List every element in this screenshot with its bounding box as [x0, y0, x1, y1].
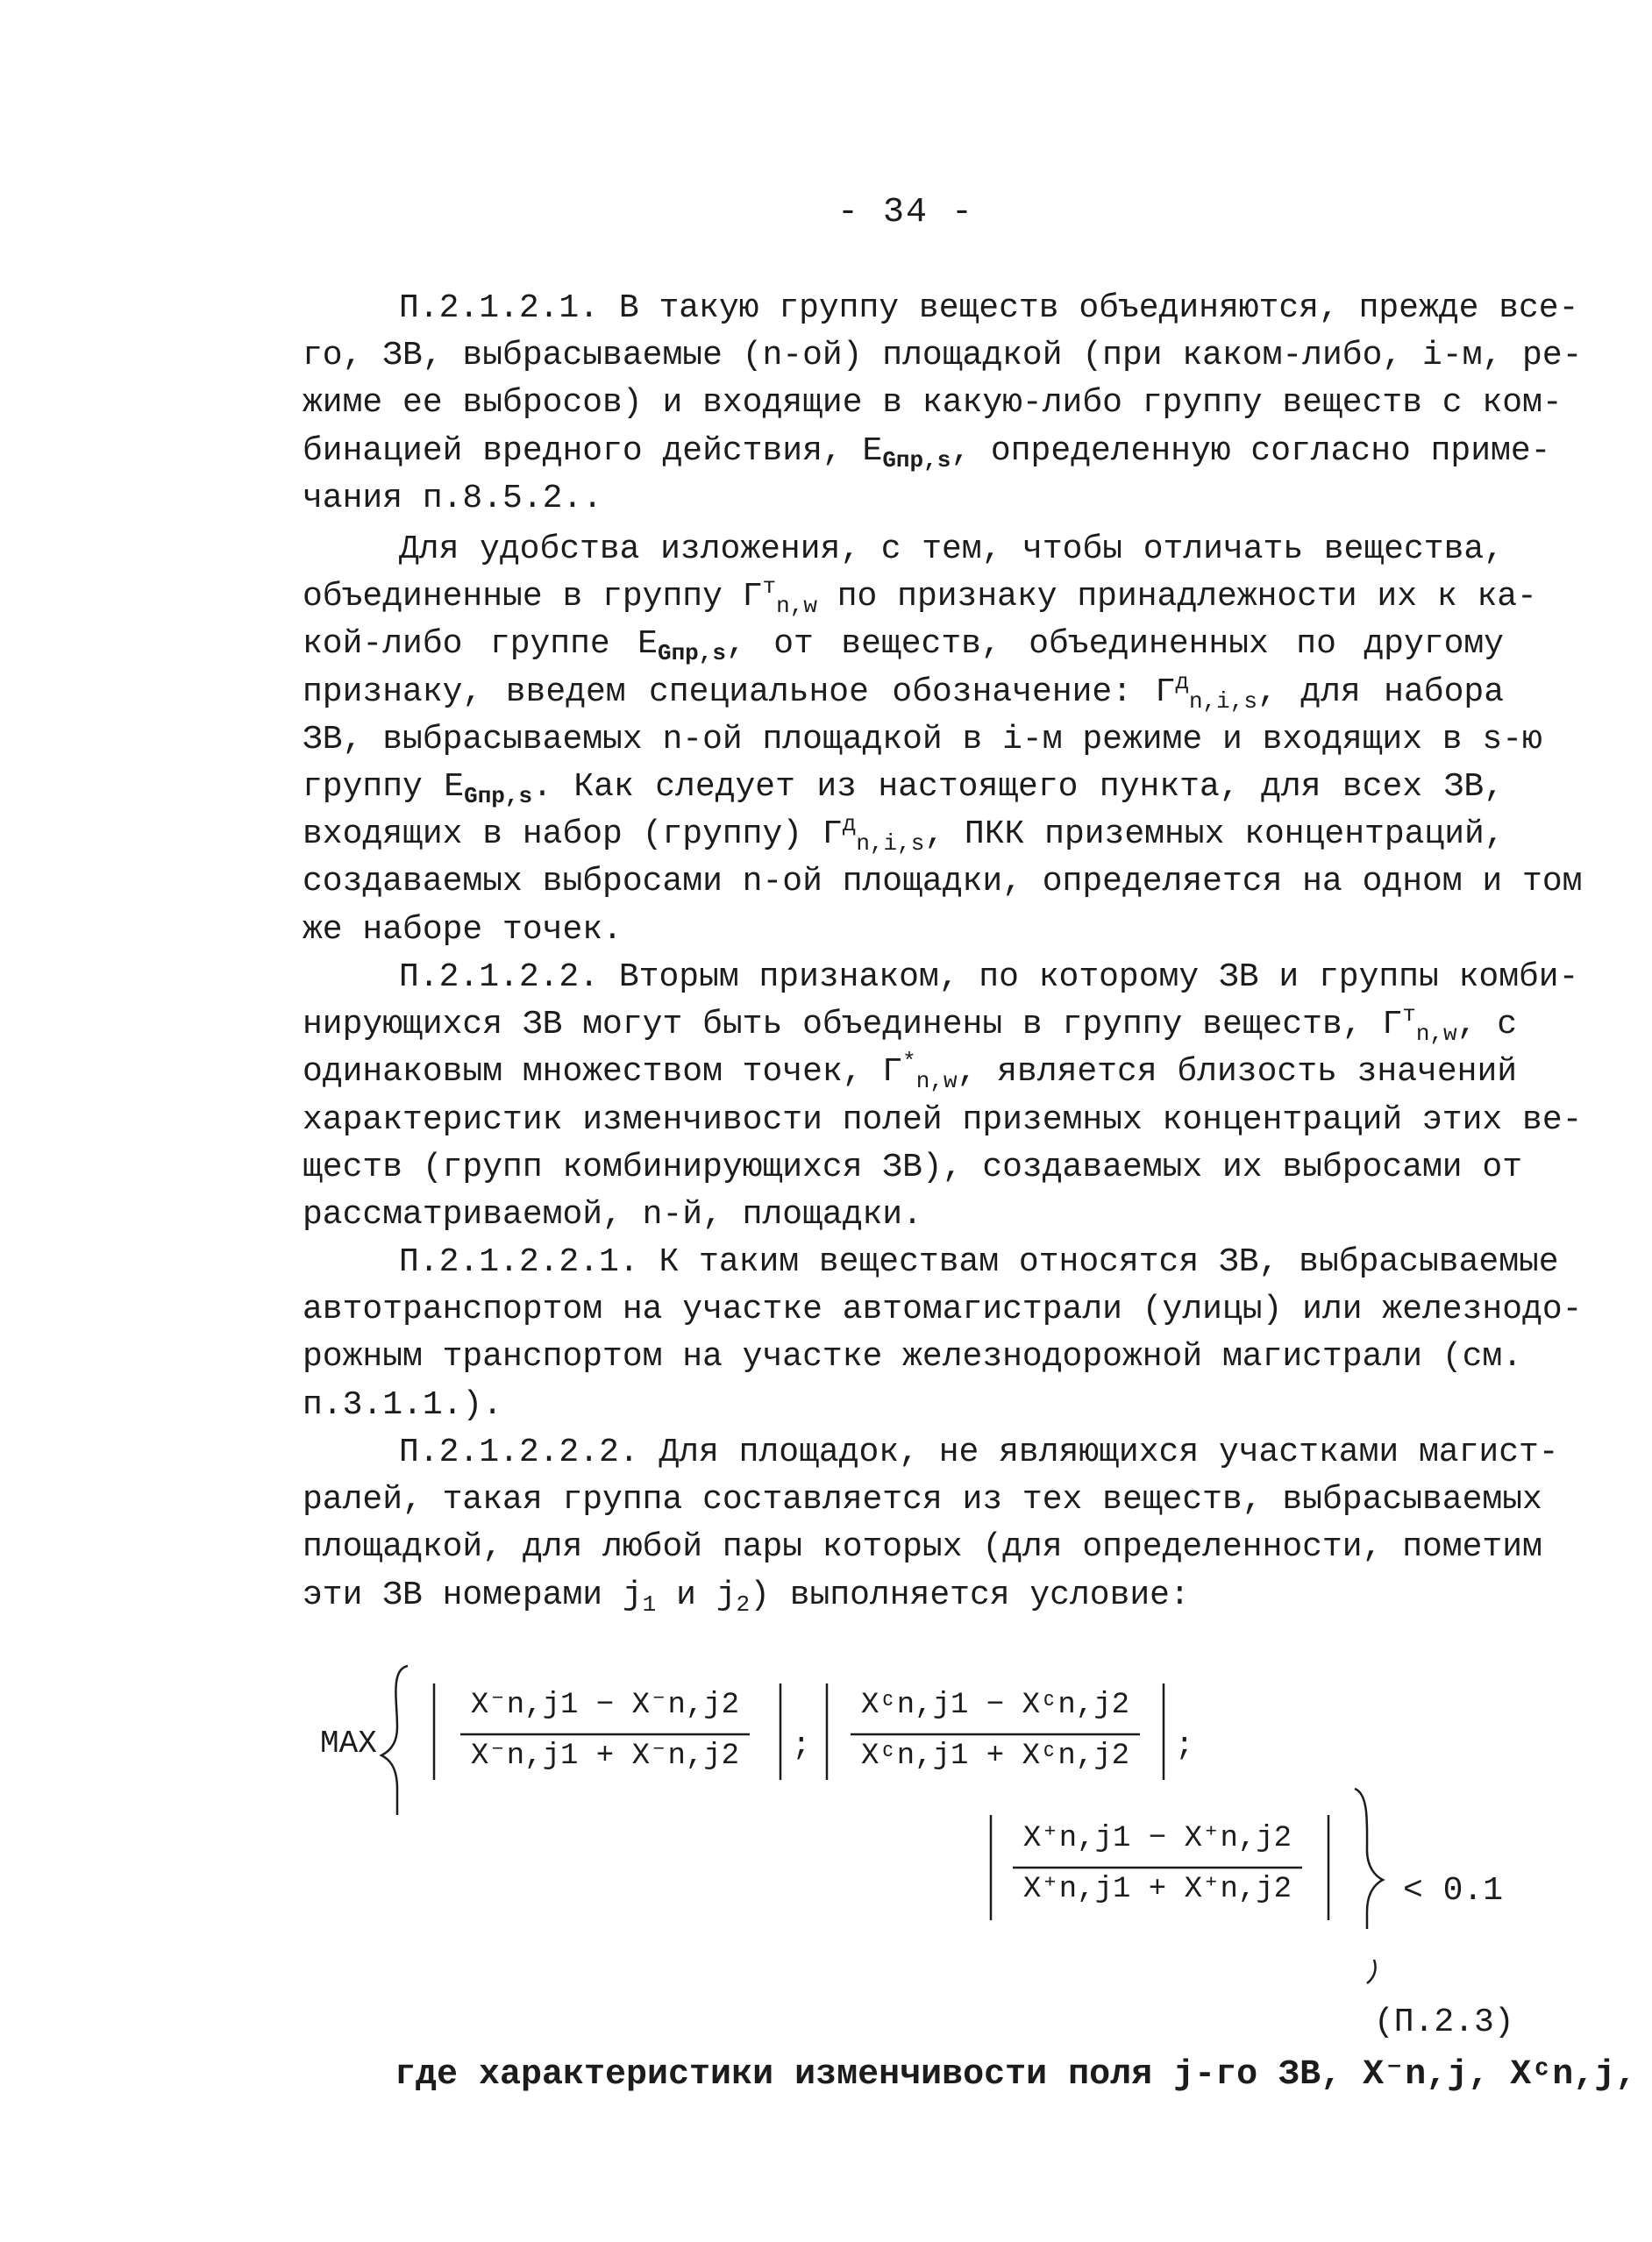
formula-term-1 — [460, 1685, 750, 1776]
page-number: - 34 - — [837, 193, 975, 232]
text-line: П.2.1.2.2. Вторым признаком, по которому ЗВ и группы комби- — [399, 958, 1579, 996]
paragraph-p1 — [303, 285, 1583, 523]
paragraph-p3 — [303, 954, 1583, 1239]
text-line: автотранспортом на участке автомагистрали (улицы) или железнодо- — [303, 1291, 1583, 1329]
formula-term-3 — [1013, 1819, 1302, 1910]
text-line: П.2.1.2.2.1. К таким веществам относятся ЗВ, выбрасываемые — [399, 1243, 1559, 1281]
term-numerator: Xᶜn,j1 − Xᶜn,j2 — [860, 1689, 1130, 1722]
text-line: входящих в набор (группу) $Г^д_{n,i,s}$, ПКК приземных концентраций, — [303, 811, 1505, 858]
text-line: эти ЗВ номерами $j_1$ и $j_2$) выполняется условие: — [303, 1576, 1190, 1618]
term-denominator: X⁺n,j1 + X⁺n,j2 — [1022, 1873, 1292, 1906]
text-line: группу $E_{Gпр,s}$. Как следует из настоящего пункта, для всех ЗВ, — [303, 767, 1504, 809]
paragraph-p2 — [303, 526, 1583, 954]
text-line: кой-либо группе $E_{Gпр,s}$, от веществ, объединенных по другому — [303, 625, 1504, 667]
semicolon: ; — [792, 1727, 811, 1763]
text-line: п.3.1.1.). — [303, 1385, 503, 1424]
text-line: ралей, такая группа составляется из тех веществ, выбрасываемых — [303, 1481, 1542, 1520]
text-line: же наборе точек. — [303, 910, 623, 949]
text-line: объединенные в группу $Г^т_{n,w}$ по признаку принадлежности их к ка- — [303, 573, 1537, 620]
less-than-threshold: < 0.1 — [1403, 1872, 1504, 1910]
paragraph-p5 — [303, 1429, 1559, 1619]
text-line: П.2.1.2.1. В такую группу веществ объединяются, прежде все- — [399, 289, 1579, 327]
text-line: ЗВ, выбрасываемых n-ой площадкой в i-м режиме и входящих в s-ю — [303, 720, 1542, 758]
text-line: одинаковым множеством точек, $Г^*_{n,w}$, является близость значений — [303, 1049, 1518, 1095]
paragraph-p4 — [303, 1239, 1583, 1429]
formula-p-2-3 — [303, 1657, 1514, 2041]
text-line: Для удобства изложения, с тем, чтобы отличать вещества, — [399, 530, 1504, 568]
term-denominator: Xᶜn,j1 + Xᶜn,j2 — [860, 1740, 1130, 1773]
text-line: чания п.8.5.2.. — [303, 479, 603, 517]
formula-term-2 — [851, 1685, 1140, 1776]
text-line: признаку, введем специальное обозначение: $Г^д_{n,i,s}$, для набора — [303, 668, 1504, 715]
text-line: создаваемых выбросами n-ой площадки, определяется на одном и том — [303, 863, 1583, 901]
equation-number: (П.2.3) — [1374, 2004, 1514, 2041]
text-line: П.2.1.2.2.2. Для площадок, не являющихся участками магист- — [399, 1434, 1559, 1471]
footer-line: где характеристики изменчивости поля j-го ЗВ, X⁻n,j, Xᶜn,j, — [395, 2055, 1637, 2095]
text-line: го, ЗВ, выбрасываемые (n-ой) площадкой (при каком-либо, i-м, ре- — [303, 337, 1583, 375]
text-line: рассматриваемой, n-й, площадки. — [303, 1195, 922, 1234]
term-numerator: X⁺n,j1 − X⁺n,j2 — [1022, 1822, 1292, 1855]
text-line: характеристик изменчивости полей приземных концентраций этих ве- — [303, 1100, 1583, 1139]
text-line: жиме ее выбросов) и входящие в какую-либо группу веществ с ком- — [303, 384, 1563, 423]
text-line: нирующихся ЗВ могут быть объединены в группу веществ, $Г^т_{n,w}$, с — [303, 1001, 1518, 1048]
semicolon: ; — [1175, 1727, 1194, 1763]
text-line: рожным транспортом на участке железнодорожной магистрали (см. — [303, 1338, 1523, 1377]
text-line: ществ (групп комбинирующихся ЗВ), создаваемых их выбросами от — [303, 1148, 1523, 1186]
term-denominator: X⁻n,j1 + X⁻n,j2 — [470, 1740, 740, 1773]
text-line: площадкой, для любой пары которых (для определенности, пометим — [303, 1528, 1542, 1567]
text-line: бинацией вредного действия, $E_{Gпр,s}$, определенную согласно приме- — [303, 431, 1551, 473]
term-numerator: X⁻n,j1 − X⁻n,j2 — [470, 1689, 740, 1722]
max-label: MAX — [320, 1726, 377, 1762]
